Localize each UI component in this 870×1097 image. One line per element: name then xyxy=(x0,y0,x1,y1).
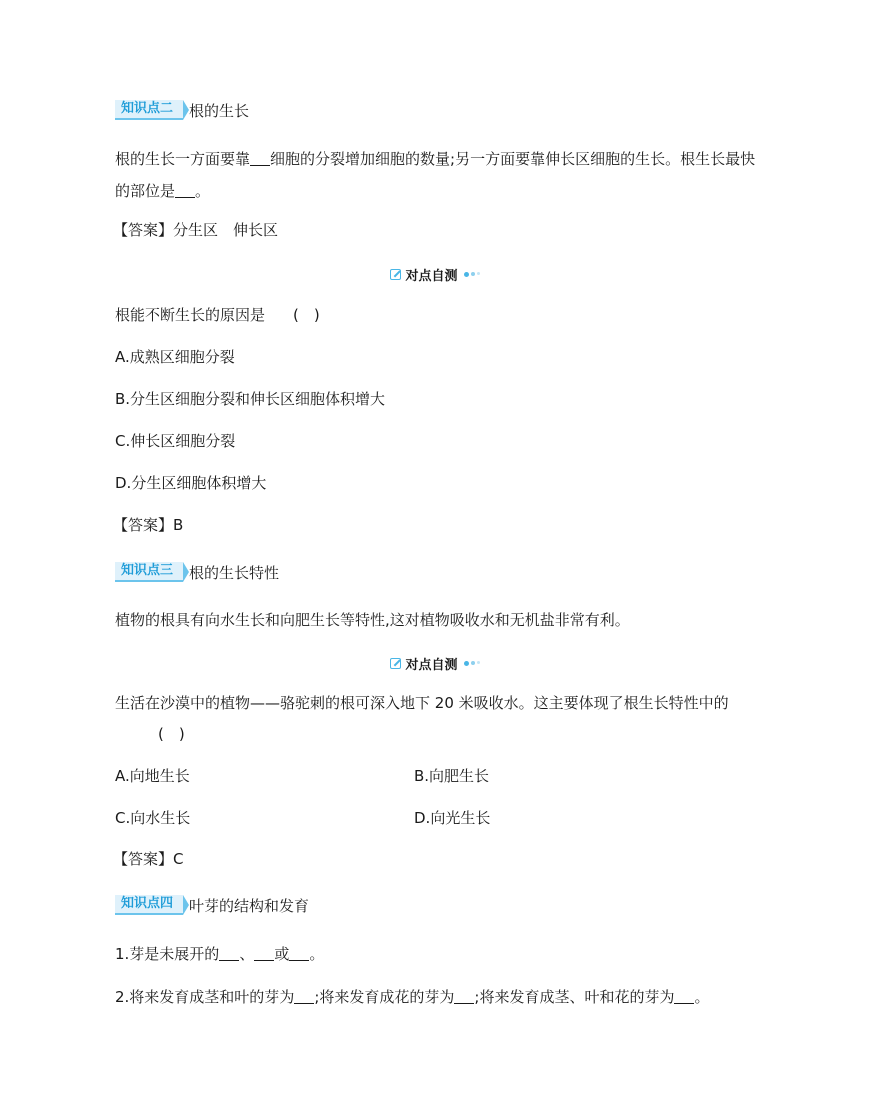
section-title: 叶芽的结构和发育 xyxy=(189,896,310,915)
fill-blank xyxy=(250,150,270,166)
option-d: D.分生区细胞体积增大 xyxy=(115,474,267,492)
fill-blank xyxy=(289,945,309,961)
text-segment: 。 xyxy=(195,182,211,200)
answer-text: 分生区 伸长区 xyxy=(173,221,279,239)
text-segment: 2.将来发育成茎和叶的芽为 xyxy=(115,988,295,1006)
option-a: A.成熟区细胞分裂 xyxy=(115,348,235,366)
answer-line xyxy=(113,848,184,869)
knowledge-point-2-header xyxy=(115,100,249,120)
text-segment: 1.芽是未展开的 xyxy=(115,945,220,963)
dots-icon xyxy=(464,661,480,666)
section-title: 根的生长特性 xyxy=(189,563,280,582)
pencil-icon xyxy=(390,269,401,280)
knowledge-point-badge: 知识点三 xyxy=(115,562,183,582)
question-text xyxy=(115,304,320,325)
text-segment: 的部位是 xyxy=(115,182,176,200)
fill-blank xyxy=(175,182,195,198)
fill-blank xyxy=(254,945,274,961)
text-segment: 或 xyxy=(274,945,290,963)
fill-blank xyxy=(674,988,694,1004)
option-b: B.分生区细胞分裂和伸长区细胞体积增大 xyxy=(115,390,386,408)
option-a: A.向地生长 xyxy=(115,767,190,785)
self-test-label: 对点自测 xyxy=(405,658,458,673)
text-segment: 。 xyxy=(694,988,710,1006)
answer-line xyxy=(113,219,278,240)
numbered-item-2 xyxy=(115,986,709,1007)
text-segment: 。 xyxy=(309,945,325,963)
knowledge-point-badge: 知识点二 xyxy=(115,100,183,120)
self-test-header xyxy=(0,654,870,672)
text-segment: 根的生长一方面要靠 xyxy=(115,150,251,168)
option-c: C.伸长区细胞分裂 xyxy=(115,432,236,450)
option-c: C.向水生长 xyxy=(115,809,191,827)
question-text: 生活在沙漠中的植物——骆驼刺的根可深入地下 20 米吸收水。这主要体现了根生长特性中的 xyxy=(115,694,729,712)
knowledge-point-4-header xyxy=(115,895,309,915)
option-b: B.向肥生长 xyxy=(414,767,490,785)
fill-blank xyxy=(219,945,239,961)
text-segment: 细胞的分裂增加细胞的数量;另一方面要靠伸长区细胞的生长。根生长最快 xyxy=(270,150,756,168)
text-segment: ;将来发育成花的芽为 xyxy=(314,988,455,1006)
knowledge-point-3-header xyxy=(115,562,279,582)
question-stem: 根能不断生长的原因是 xyxy=(115,306,266,324)
self-test-header xyxy=(0,265,870,283)
answer-label: 【答案】 xyxy=(113,516,174,534)
answer-text: C xyxy=(173,850,184,868)
section-title: 根的生长 xyxy=(189,101,250,120)
fill-blank xyxy=(294,988,314,1004)
answer-label: 【答案】 xyxy=(113,850,174,868)
pencil-icon xyxy=(390,658,401,669)
text-segment: 、 xyxy=(239,945,255,963)
text-segment: ;将来发育成茎、叶和花的芽为 xyxy=(474,988,675,1006)
answer-label: 【答案】 xyxy=(113,221,174,239)
answer-text: B xyxy=(173,516,184,534)
knowledge-point-badge: 知识点四 xyxy=(115,895,183,915)
paragraph-line: 植物的根具有向水生长和向肥生长等特性,这对植物吸收水和无机盐非常有利。 xyxy=(115,611,630,629)
numbered-item-1 xyxy=(115,943,324,964)
fill-blank xyxy=(454,988,474,1004)
answer-paren: ( ) xyxy=(293,306,320,324)
answer-paren: ( ) xyxy=(158,725,185,743)
paragraph-line xyxy=(115,180,210,201)
self-test-label: 对点自测 xyxy=(405,269,458,284)
option-d: D.向光生长 xyxy=(414,809,491,827)
dots-icon xyxy=(464,272,480,277)
answer-line xyxy=(113,514,183,535)
paragraph-line xyxy=(115,148,755,169)
